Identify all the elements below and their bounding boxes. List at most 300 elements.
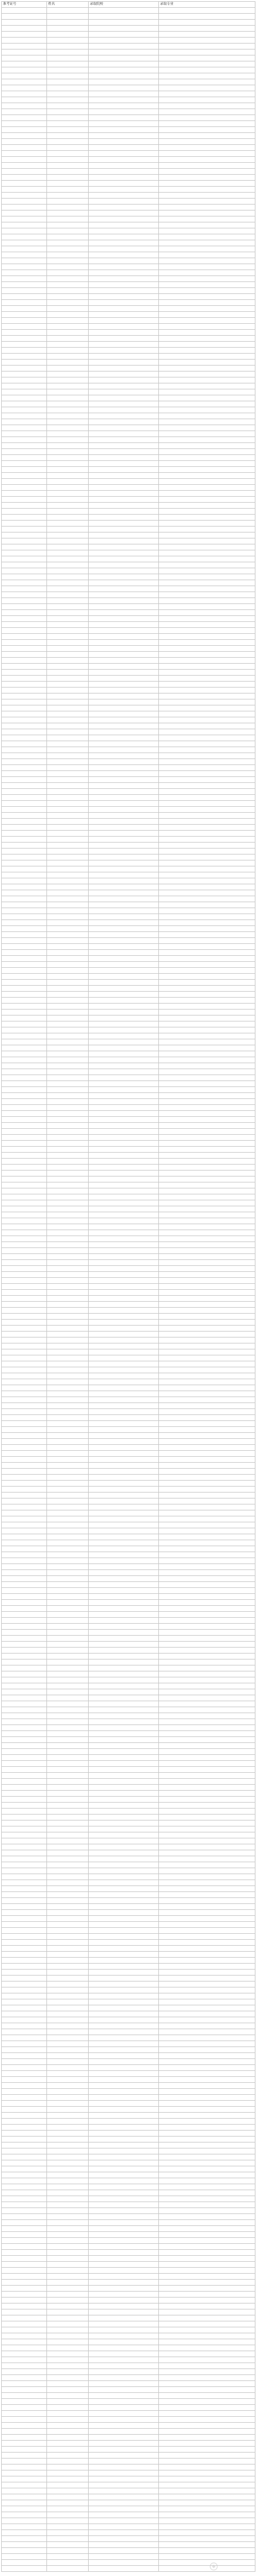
- cell-name: [47, 85, 89, 91]
- cell-major: [159, 2298, 255, 2303]
- cell-name: [47, 419, 89, 425]
- cell-exam-number: [2, 1791, 47, 1797]
- cell-name: [47, 2500, 89, 2506]
- table-row: [2, 521, 255, 527]
- cell-name: [47, 187, 89, 193]
- cell-name: [47, 2303, 89, 2309]
- cell-major: [159, 866, 255, 872]
- cell-name: [47, 1791, 89, 1797]
- cell-major: [159, 467, 255, 473]
- cell-major: [159, 2351, 255, 2357]
- cell-major: [159, 2154, 255, 2160]
- cell-exam-number: [2, 628, 47, 634]
- cell-exam-number: [2, 1987, 47, 1993]
- cell-name: [47, 2160, 89, 2166]
- cell-exam-number: [2, 819, 47, 825]
- cell-major: [159, 1886, 255, 1892]
- cell-major: [159, 2256, 255, 2262]
- cell-name: [47, 2208, 89, 2214]
- table-row: [2, 1832, 255, 1838]
- cell-exam-number: [2, 693, 47, 699]
- table-row: [2, 2178, 255, 2184]
- cell-name: [47, 1475, 89, 1481]
- cell-name: [47, 2375, 89, 2381]
- cell-exam-number: [2, 521, 47, 527]
- table-row: [2, 1958, 255, 1964]
- cell-college: [89, 2047, 159, 2053]
- cell-major: [159, 777, 255, 783]
- cell-major: [159, 1117, 255, 1123]
- cell-college: [89, 187, 159, 193]
- cell-college: [89, 2101, 159, 2107]
- table-row: [2, 849, 255, 854]
- cell-name: [47, 1260, 89, 1266]
- cell-college: [89, 532, 159, 538]
- cell-college: [89, 1636, 159, 1642]
- cell-major: [159, 2309, 255, 2315]
- cell-major: [159, 1755, 255, 1761]
- cell-college: [89, 1546, 159, 1552]
- cell-exam-number: [2, 1135, 47, 1141]
- table-row: [2, 1904, 255, 1910]
- cell-major: [159, 1224, 255, 1230]
- cell-major: [159, 145, 255, 151]
- cell-exam-number: [2, 532, 47, 538]
- cell-major: [159, 2393, 255, 2399]
- cell-name: [47, 2333, 89, 2339]
- cell-name: [47, 2453, 89, 2459]
- table-row: [2, 115, 255, 121]
- cell-exam-number: [2, 1940, 47, 1946]
- cell-major: [159, 485, 255, 491]
- cell-major: [159, 1785, 255, 1791]
- cell-major: [159, 2524, 255, 2530]
- cell-college: [89, 1397, 159, 1403]
- cell-college: [89, 682, 159, 688]
- cell-major: [159, 693, 255, 699]
- cell-college: [89, 1731, 159, 1737]
- cell-exam-number: [2, 1021, 47, 1027]
- cell-college: [89, 1498, 159, 1504]
- cell-name: [47, 1916, 89, 1922]
- cell-name: [47, 1487, 89, 1493]
- cell-exam-number: [2, 2083, 47, 2089]
- cell-major: [159, 1725, 255, 1731]
- cell-name: [47, 2089, 89, 2095]
- cell-major: [159, 473, 255, 479]
- cell-major: [159, 366, 255, 371]
- cell-name: [47, 2184, 89, 2190]
- cell-college: [89, 2142, 159, 2148]
- cell-exam-number: [2, 330, 47, 336]
- cell-exam-number: [2, 389, 47, 395]
- table-row: [2, 819, 255, 825]
- cell-exam-number: [2, 1248, 47, 1254]
- cell-major: [159, 1665, 255, 1671]
- cell-major: [159, 1826, 255, 1832]
- cell-college: [89, 837, 159, 843]
- cell-college: [89, 783, 159, 789]
- cell-major: [159, 2101, 255, 2107]
- cell-major: [159, 562, 255, 568]
- cell-name: [47, 2178, 89, 2184]
- table-row: [2, 1379, 255, 1385]
- cell-name: [47, 67, 89, 73]
- table-row: [2, 222, 255, 228]
- cell-college: [89, 723, 159, 729]
- cell-college: [89, 1409, 159, 1415]
- cell-college: [89, 395, 159, 401]
- cell-name: [47, 354, 89, 360]
- cell-major: [159, 1934, 255, 1940]
- cell-exam-number: [2, 2059, 47, 2065]
- table-row: [2, 1469, 255, 1475]
- cell-name: [47, 699, 89, 705]
- cell-exam-number: [2, 1272, 47, 1278]
- cell-name: [47, 49, 89, 55]
- cell-name: [47, 688, 89, 693]
- cell-major: [159, 616, 255, 622]
- cell-exam-number: [2, 193, 47, 199]
- cell-exam-number: [2, 515, 47, 521]
- table-row: [2, 652, 255, 658]
- cell-major: [159, 962, 255, 968]
- cell-major: [159, 1582, 255, 1588]
- cell-exam-number: [2, 938, 47, 944]
- cell-exam-number: [2, 1797, 47, 1803]
- cell-exam-number: [2, 336, 47, 342]
- table-row: [2, 1218, 255, 1224]
- cell-college: [89, 2459, 159, 2464]
- table-row: [2, 2488, 255, 2494]
- cell-name: [47, 1075, 89, 1081]
- table-row: [2, 1677, 255, 1683]
- cell-exam-number: [2, 1153, 47, 1159]
- cell-major: [159, 1099, 255, 1105]
- cell-major: [159, 1528, 255, 1534]
- cell-name: [47, 2232, 89, 2238]
- cell-exam-number: [2, 222, 47, 228]
- cell-exam-number: [2, 1540, 47, 1546]
- cell-exam-number: [2, 1010, 47, 1015]
- cell-college: [89, 348, 159, 354]
- cell-college: [89, 1045, 159, 1051]
- cell-name: [47, 1451, 89, 1457]
- cell-exam-number: [2, 801, 47, 807]
- cell-name: [47, 2125, 89, 2131]
- table-row: [2, 2524, 255, 2530]
- table-row: [2, 300, 255, 306]
- table-row: [2, 1815, 255, 1820]
- cell-college: [89, 550, 159, 556]
- cell-exam-number: [2, 1600, 47, 1606]
- table-row: [2, 1737, 255, 1743]
- cell-name: [47, 980, 89, 986]
- cell-exam-number: [2, 1737, 47, 1743]
- cell-major: [159, 801, 255, 807]
- cell-name: [47, 556, 89, 562]
- cell-name: [47, 1373, 89, 1379]
- table-row: [2, 628, 255, 634]
- cell-college: [89, 342, 159, 348]
- cell-college: [89, 1457, 159, 1463]
- cell-exam-number: [2, 2506, 47, 2512]
- cell-college: [89, 1850, 159, 1856]
- cell-name: [47, 646, 89, 652]
- cell-college: [89, 2351, 159, 2357]
- cell-name: [47, 1248, 89, 1254]
- cell-exam-number: [2, 431, 47, 437]
- cell-name: [47, 20, 89, 26]
- cell-name: [47, 306, 89, 312]
- table-row: [2, 2154, 255, 2160]
- cell-college: [89, 437, 159, 443]
- table-row: [2, 1868, 255, 1874]
- cell-major: [159, 538, 255, 544]
- cell-college: [89, 849, 159, 854]
- cell-exam-number: [2, 1677, 47, 1683]
- cell-name: [47, 1057, 89, 1063]
- cell-major: [159, 598, 255, 604]
- cell-college: [89, 652, 159, 658]
- cell-college: [89, 2429, 159, 2435]
- cell-name: [47, 115, 89, 121]
- cell-college: [89, 968, 159, 974]
- cell-college: [89, 2256, 159, 2262]
- cell-college: [89, 1111, 159, 1117]
- cell-name: [47, 1731, 89, 1737]
- cell-college: [89, 1874, 159, 1880]
- cell-college: [89, 920, 159, 926]
- table-row: [2, 1326, 255, 1332]
- cell-major: [159, 300, 255, 306]
- cell-college: [89, 1296, 159, 1302]
- cell-name: [47, 1093, 89, 1099]
- cell-major: [159, 1397, 255, 1403]
- cell-name: [47, 1087, 89, 1093]
- cell-exam-number: [2, 1725, 47, 1731]
- cell-college: [89, 1856, 159, 1862]
- cell-exam-number: [2, 1904, 47, 1910]
- cell-name: [47, 1081, 89, 1087]
- cell-name: [47, 1147, 89, 1153]
- cell-exam-number: [2, 216, 47, 222]
- cell-exam-number: [2, 252, 47, 258]
- table-row: [2, 2375, 255, 2381]
- cell-exam-number: [2, 1504, 47, 1510]
- cell-college: [89, 2035, 159, 2041]
- cell-name: [47, 2488, 89, 2494]
- cell-name: [47, 1314, 89, 1320]
- cell-major: [159, 2232, 255, 2238]
- cell-major: [159, 1075, 255, 1081]
- cell-college: [89, 2113, 159, 2119]
- cell-college: [89, 336, 159, 342]
- table-row: [2, 2417, 255, 2423]
- cell-name: [47, 1290, 89, 1296]
- cell-college: [89, 240, 159, 246]
- cell-exam-number: [2, 2303, 47, 2309]
- cell-college: [89, 2387, 159, 2393]
- cell-name: [47, 26, 89, 32]
- cell-exam-number: [2, 1928, 47, 1934]
- table-row: [2, 1964, 255, 1970]
- cell-name: [47, 1159, 89, 1165]
- table-row: [2, 1582, 255, 1588]
- cell-name: [47, 2065, 89, 2071]
- cell-exam-number: [2, 1212, 47, 1218]
- cell-major: [159, 2220, 255, 2226]
- cell-name: [47, 2399, 89, 2405]
- cell-exam-number: [2, 1713, 47, 1719]
- table-row: [2, 2083, 255, 2089]
- cell-exam-number: [2, 2447, 47, 2453]
- cell-name: [47, 2238, 89, 2244]
- cell-college: [89, 127, 159, 133]
- cell-college: [89, 1689, 159, 1695]
- cell-major: [159, 2464, 255, 2470]
- cell-name: [47, 747, 89, 753]
- cell-name: [47, 2560, 89, 2566]
- cell-major: [159, 2375, 255, 2381]
- cell-name: [47, 1039, 89, 1045]
- cell-name: [47, 1630, 89, 1636]
- table-row: [2, 371, 255, 377]
- cell-name: [47, 843, 89, 849]
- cell-exam-number: [2, 2250, 47, 2256]
- cell-college: [89, 1665, 159, 1671]
- cell-exam-number: [2, 920, 47, 926]
- cell-name: [47, 1302, 89, 1308]
- cell-major: [159, 574, 255, 580]
- cell-exam-number: [2, 717, 47, 723]
- cell-major: [159, 1093, 255, 1099]
- cell-exam-number: [2, 2262, 47, 2268]
- cell-college: [89, 688, 159, 693]
- cell-major: [159, 371, 255, 377]
- cell-major: [159, 676, 255, 682]
- table-row: [2, 1075, 255, 1081]
- table-row: [2, 2142, 255, 2148]
- cell-exam-number: [2, 1952, 47, 1958]
- cell-major: [159, 1928, 255, 1934]
- cell-exam-number: [2, 670, 47, 676]
- table-row: [2, 461, 255, 467]
- table-row: [2, 1570, 255, 1576]
- cell-name: [47, 1165, 89, 1171]
- cell-major: [159, 14, 255, 20]
- cell-college: [89, 2011, 159, 2017]
- table-row: [2, 1630, 255, 1636]
- cell-name: [47, 2345, 89, 2351]
- cell-exam-number: [2, 1290, 47, 1296]
- cell-college: [89, 1159, 159, 1165]
- cell-exam-number: [2, 181, 47, 187]
- cell-exam-number: [2, 461, 47, 467]
- cell-exam-number: [2, 1355, 47, 1361]
- table-row: [2, 2202, 255, 2208]
- cell-exam-number: [2, 896, 47, 902]
- cell-name: [47, 103, 89, 109]
- cell-college: [89, 789, 159, 795]
- cell-major: [159, 1648, 255, 1654]
- cell-exam-number: [2, 1594, 47, 1600]
- cell-major: [159, 2512, 255, 2518]
- cell-major: [159, 26, 255, 32]
- cell-major: [159, 2184, 255, 2190]
- cell-name: [47, 2071, 89, 2077]
- table-row: [2, 497, 255, 503]
- cell-major: [159, 193, 255, 199]
- table-row: [2, 1636, 255, 1642]
- cell-name: [47, 1904, 89, 1910]
- table-row: [2, 1922, 255, 1928]
- cell-name: [47, 2292, 89, 2298]
- cell-name: [47, 586, 89, 592]
- cell-major: [159, 926, 255, 932]
- cell-exam-number: [2, 622, 47, 628]
- cell-name: [47, 819, 89, 825]
- cell-major: [159, 789, 255, 795]
- cell-name: [47, 264, 89, 270]
- cell-college: [89, 1630, 159, 1636]
- cell-exam-number: [2, 1910, 47, 1916]
- cell-exam-number: [2, 729, 47, 735]
- cell-college: [89, 1838, 159, 1844]
- cell-name: [47, 1910, 89, 1916]
- cell-college: [89, 163, 159, 169]
- cell-exam-number: [2, 956, 47, 962]
- cell-name: [47, 2059, 89, 2065]
- cell-name: [47, 1236, 89, 1242]
- cell-name: [47, 1534, 89, 1540]
- cell-name: [47, 1964, 89, 1970]
- cell-exam-number: [2, 1039, 47, 1045]
- cell-exam-number: [2, 234, 47, 240]
- cell-exam-number: [2, 872, 47, 878]
- cell-college: [89, 1761, 159, 1767]
- cell-name: [47, 729, 89, 735]
- table-row: [2, 717, 255, 723]
- cell-exam-number: [2, 61, 47, 67]
- cell-college: [89, 91, 159, 97]
- cell-college: [89, 1510, 159, 1516]
- table-row: [2, 2226, 255, 2232]
- cell-exam-number: [2, 2107, 47, 2113]
- cell-name: [47, 1063, 89, 1069]
- cell-exam-number: [2, 2095, 47, 2101]
- cell-major: [159, 497, 255, 503]
- cell-college: [89, 1260, 159, 1266]
- table-row: [2, 2405, 255, 2411]
- cell-name: [47, 371, 89, 377]
- cell-major: [159, 872, 255, 878]
- table-row: [2, 157, 255, 163]
- cell-major: [159, 2333, 255, 2339]
- cell-major: [159, 1260, 255, 1266]
- cell-exam-number: [2, 2017, 47, 2023]
- cell-major: [159, 807, 255, 813]
- table-row: [2, 1856, 255, 1862]
- cell-major: [159, 1415, 255, 1421]
- cell-exam-number: [2, 1487, 47, 1493]
- cell-college: [89, 2548, 159, 2554]
- cell-college: [89, 2464, 159, 2470]
- table-row: [2, 592, 255, 598]
- cell-college: [89, 711, 159, 717]
- cell-name: [47, 222, 89, 228]
- cell-major: [159, 2083, 255, 2089]
